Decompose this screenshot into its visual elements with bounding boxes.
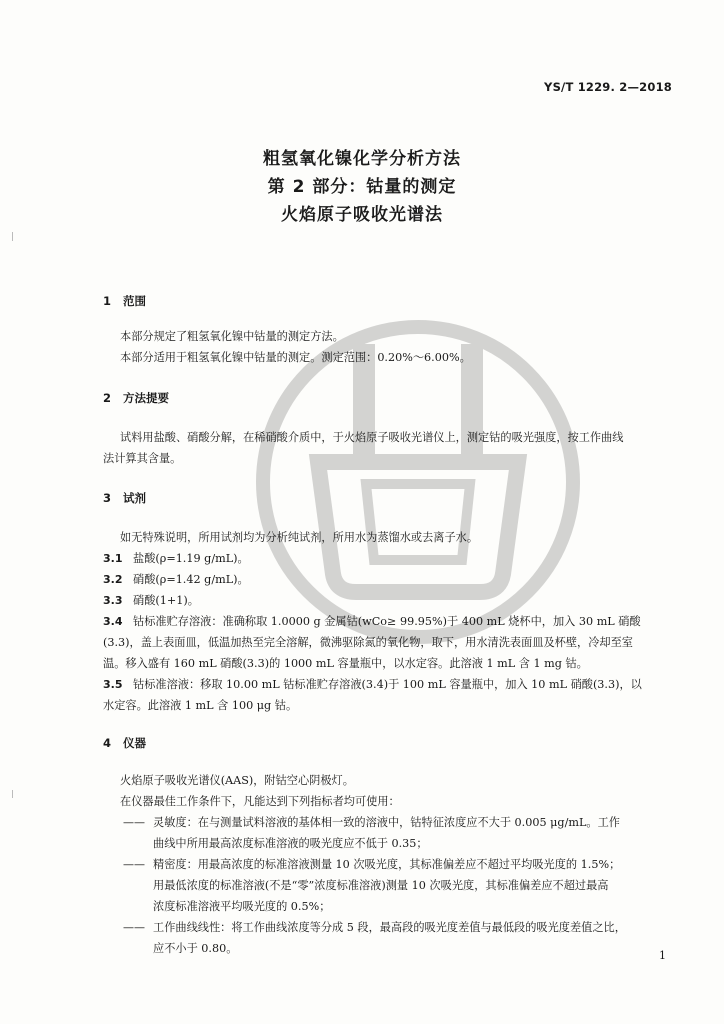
section-1-paragraph-1: 本部分规定了粗氢氧化镍中钴量的测定方法。 — [120, 330, 344, 343]
section-4-paragraph-2: 在仪器最佳工作条件下，凡能达到下列指标者均可使用： — [120, 795, 400, 808]
sensitivity-line-2: 曲线中所用最高浓度标准溶液的吸光度应不低于 0.35； — [153, 837, 428, 850]
reagent-3-5-line-2: 水定容。此溶液 1 mL 含 100 μg 钴。 — [103, 699, 298, 712]
section-3-heading — [103, 490, 146, 506]
item-number: 3.1 — [103, 552, 123, 565]
page-number: 1 — [659, 949, 666, 962]
section-3-intro: 如无特殊说明，所用试剂均为分析纯试剂，所用水为蒸馏水或去离子水。 — [120, 531, 479, 544]
reagent-3-2: 硝酸(ρ=1.42 g/mL)。 — [133, 573, 249, 586]
section-4-heading — [103, 735, 146, 751]
dash-bullet: —— — [123, 921, 145, 934]
reagent-3-4-line-1: 钴标准贮存溶液：准确称取 1.0000 g 金属钴(wCo≥ 99.95%)于 400 mL 烧杯中，加入 30 mL 硝酸 — [133, 615, 641, 628]
reagent-3-1: 盐酸(ρ=1.19 g/mL)。 — [133, 552, 249, 565]
reagent-3-5-line-1: 钴标准溶液：移取 10.00 mL 钴标准贮存溶液(3.4)于 100 mL 容量瓶中，加入 10 mL 硝酸(3.3)，以 — [133, 678, 642, 691]
reagent-3-4-line-2: (3.3)，盖上表面皿，低温加热至完全溶解，微沸驱除氮的氧化物，取下，用水清洗表面皿及杯壁，冷却至室 — [103, 636, 633, 649]
document-title — [0, 145, 724, 229]
section-2-paragraph-line-1: 试料用盐酸、硝酸分解，在稀硝酸介质中，于火焰原子吸收光谱仪上，测定钴的吸光强度，按工作曲线 — [120, 431, 624, 444]
scan-mark — [12, 790, 13, 798]
standard-code: YS/T 1229. 2—2018 — [544, 80, 672, 94]
section-4-paragraph-1: 火焰原子吸收光谱仪(AAS)，附钴空心阴极灯。 — [120, 774, 354, 787]
item-number: 3.3 — [103, 594, 123, 607]
section-number: 3 — [103, 491, 112, 505]
section-1-paragraph-2: 本部分适用于粗氢氧化镍中钴量的测定。测定范围：0.20%～6.00%。 — [120, 351, 471, 364]
linearity-line-1: 工作曲线线性：将工作曲线浓度等分成 5 段，最高段的吸光度差值与最低段的吸光度差值之比， — [153, 921, 626, 934]
section-number: 4 — [103, 736, 112, 750]
title-line-3: 火焰原子吸收光谱法 — [281, 205, 443, 225]
section-title: 仪器 — [123, 736, 146, 750]
section-2-paragraph-line-2: 法计算其含量。 — [103, 452, 182, 465]
section-title: 试剂 — [123, 491, 146, 505]
section-number: 1 — [103, 294, 112, 308]
section-title: 方法提要 — [123, 391, 169, 405]
dash-bullet: —— — [123, 816, 145, 829]
precision-line-2: 用最低浓度的标准溶液(不是“零”浓度标准溶液)测量 10 次吸光度，其标准偏差应不超过最高 — [153, 879, 609, 892]
item-number: 3.2 — [103, 573, 123, 586]
title-line-1: 粗氢氧化镍化学分析方法 — [263, 149, 461, 169]
reagent-3-4-line-3: 温。移入盛有 160 mL 硝酸(3.3)的 1000 mL 容量瓶中，以水定容。此溶液 1 mL 含 1 mg 钴。 — [103, 657, 588, 670]
reagent-3-3: 硝酸(1+1)。 — [133, 594, 199, 607]
item-number: 3.5 — [103, 678, 123, 691]
section-1-heading — [103, 293, 146, 309]
linearity-line-2: 应不小于 0.80。 — [153, 942, 238, 955]
sensitivity-line-1: 灵敏度：在与测量试料溶液的基体相一致的溶液中，钴特征浓度应不大于 0.005 μg/mL。工作 — [153, 816, 620, 829]
precision-line-1: 精密度：用最高浓度的标准溶液测量 10 次吸光度，其标准偏差应不超过平均吸光度的 1.5%； — [153, 858, 621, 871]
dash-bullet: —— — [123, 858, 145, 871]
scan-mark — [12, 232, 13, 241]
section-title: 范围 — [123, 294, 146, 308]
precision-line-3: 浓度标准溶液平均吸光度的 0.5%； — [153, 900, 331, 913]
section-number: 2 — [103, 391, 112, 405]
item-number: 3.4 — [103, 615, 123, 628]
title-line-2: 第 2 部分：钴量的测定 — [267, 177, 457, 197]
section-2-heading — [103, 390, 169, 406]
